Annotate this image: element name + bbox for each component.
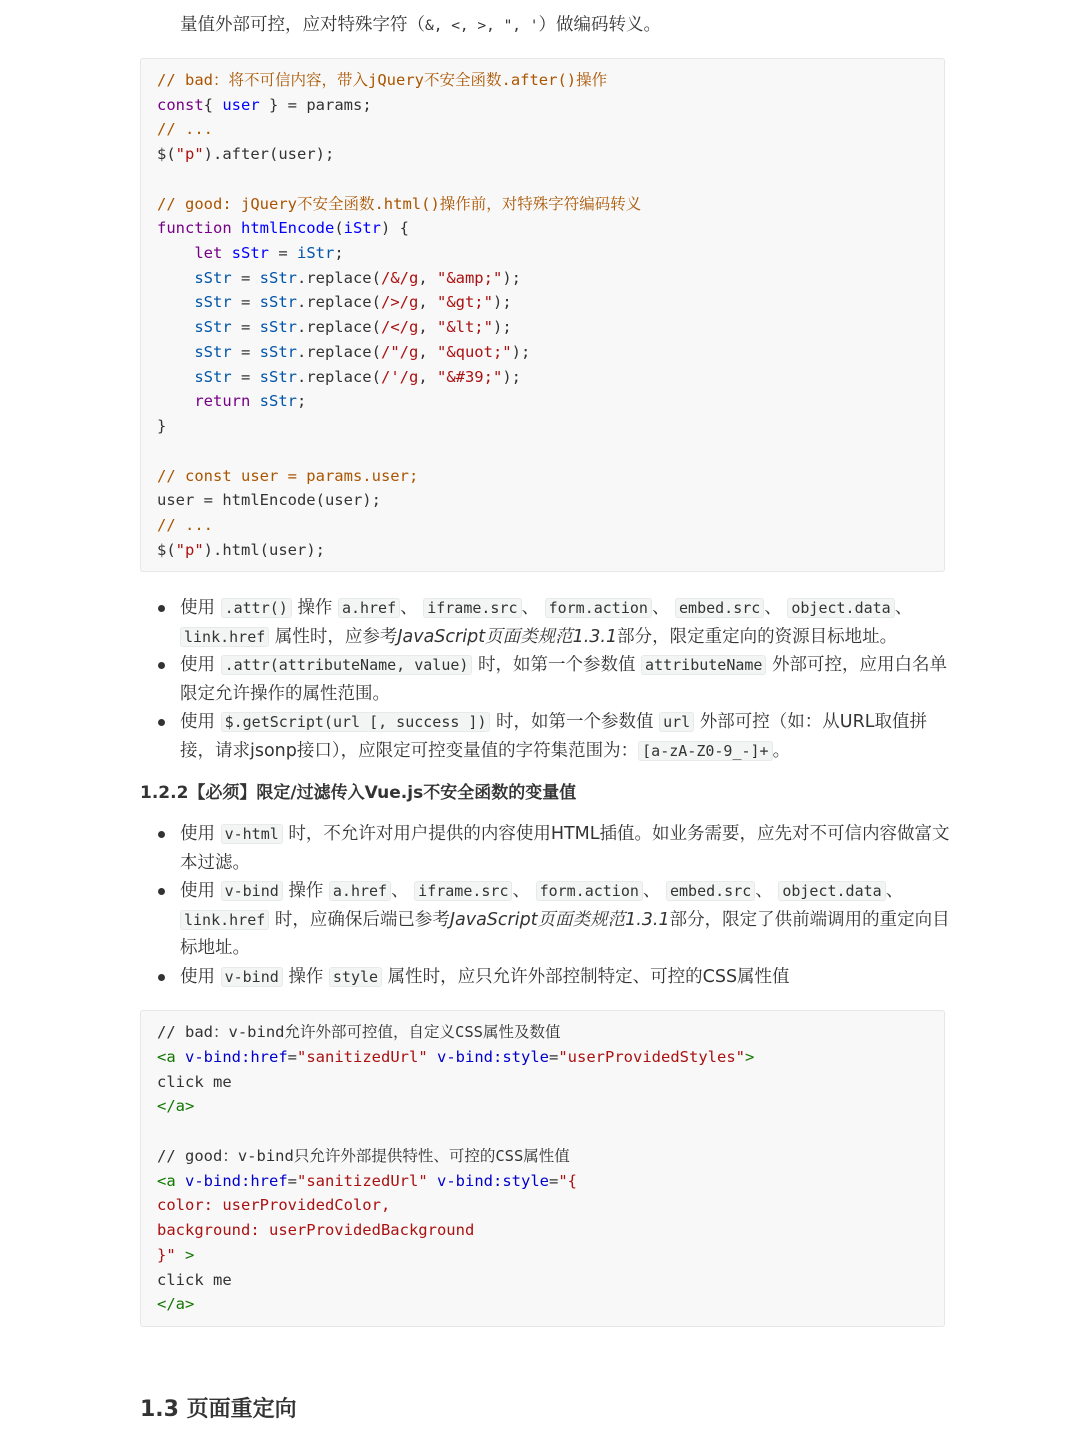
inline-code: iframe.src xyxy=(414,881,512,901)
code-token: sStr xyxy=(194,367,232,386)
list-text: 时，应确保后端已参考 xyxy=(269,909,450,930)
code-token: ( xyxy=(334,219,344,238)
code-token: "&gt;" xyxy=(436,293,493,312)
inline-code: $.getScript(url [, success ]) xyxy=(221,712,491,732)
code-line xyxy=(157,1020,928,1045)
list-text: 时，如第一个参数值 xyxy=(472,655,642,675)
code-line xyxy=(157,290,928,315)
code-token xyxy=(176,1246,185,1264)
code-line xyxy=(157,167,928,192)
jquery-code-block xyxy=(140,58,945,572)
code-token: = xyxy=(231,342,260,361)
code-token: "&#39;" xyxy=(436,367,503,386)
code-token: </a> xyxy=(157,1295,195,1314)
code-token: ).html(user); xyxy=(203,540,325,559)
code-token: sStr xyxy=(259,318,297,337)
code-token: "userProvidedStyles" xyxy=(558,1047,745,1066)
list-text: 外部可控，应用白名单限定允许操作的属性范围。 xyxy=(180,655,948,704)
list-text: 外部可控（如：从URL取值拼接，请求jsonp接口），应限定可控变量值的字符集范围为： xyxy=(180,712,927,761)
list-text: 属性时，应参考 xyxy=(269,626,398,647)
inline-code: attributeName xyxy=(641,655,766,675)
code-token: iStr xyxy=(343,219,381,238)
code-line xyxy=(157,93,928,118)
code-line xyxy=(157,1144,928,1169)
list-text: 操作 xyxy=(282,881,329,901)
code-token: ; xyxy=(297,392,307,411)
list-item xyxy=(140,963,950,992)
code-token: = xyxy=(549,1171,559,1190)
code-token: const xyxy=(157,95,204,114)
code-token: , xyxy=(418,293,437,312)
inline-code: v-bind xyxy=(221,881,283,901)
code-line xyxy=(157,1169,928,1194)
code-token: click me xyxy=(157,1270,232,1289)
list-text: 、 xyxy=(512,881,536,901)
list-text: 操作 xyxy=(282,966,329,987)
code-token: <a xyxy=(157,1047,176,1066)
code-token: $( xyxy=(157,540,176,559)
code-token: "&amp;" xyxy=(436,268,503,287)
inline-code: object.data xyxy=(778,881,885,901)
code-token xyxy=(157,244,194,262)
list-item xyxy=(140,708,950,765)
list-text: 、 xyxy=(755,881,779,901)
code-token xyxy=(428,1048,437,1066)
code-token: color: userProvidedColor, xyxy=(157,1196,391,1215)
list-text: 使用 xyxy=(180,655,221,675)
code-token: sStr xyxy=(259,392,297,411)
code-token: sStr xyxy=(194,293,232,312)
code-token: <a xyxy=(157,1171,176,1190)
special-chars-code: &, <, >, ", ' xyxy=(425,18,539,34)
section-heading-1-2-2: 1.2.2【必须】限定/过滤传入Vue.js不安全函数的变量值 xyxy=(140,783,577,803)
code-token: { xyxy=(203,95,223,114)
list-text: 、 xyxy=(885,881,904,901)
code-token xyxy=(157,293,194,311)
inline-code: a.href xyxy=(329,881,391,901)
code-line xyxy=(157,192,928,217)
list-text: 部分，限定了供前端调用的重定向目标地址。 xyxy=(180,909,950,958)
list-item xyxy=(140,877,950,963)
code-token: /'/g xyxy=(380,367,419,386)
code-token: sStr xyxy=(194,342,232,361)
code-token: v-bind:style xyxy=(437,1171,549,1190)
code-token: ).after(user); xyxy=(203,145,335,164)
list-text: 、 xyxy=(651,598,676,618)
code-token: }" xyxy=(157,1245,176,1264)
code-token: = xyxy=(287,1047,298,1066)
inline-code: iframe.src xyxy=(423,598,521,618)
code-token xyxy=(250,392,259,410)
code-line xyxy=(157,1070,928,1095)
code-token xyxy=(222,244,231,262)
code-token: sStr xyxy=(259,293,297,312)
list-text: 。 xyxy=(772,740,791,761)
code-line xyxy=(157,439,928,464)
code-token: = xyxy=(231,293,260,312)
inline-code: .attr(attributeName, value) xyxy=(221,655,473,675)
code-token: = xyxy=(231,367,260,386)
code-line xyxy=(157,1045,928,1070)
code-line xyxy=(157,266,928,291)
inline-code: a.href xyxy=(338,598,400,618)
code-token: ); xyxy=(502,268,521,287)
code-line xyxy=(157,1268,928,1293)
code-token: // ... xyxy=(157,515,213,534)
code-line xyxy=(157,414,928,439)
code-token: click me xyxy=(157,1072,232,1091)
code-token: } = params; xyxy=(259,95,372,114)
code-token: v-bind:href xyxy=(185,1171,288,1190)
code-token: "{ xyxy=(558,1171,578,1190)
inline-code: style xyxy=(329,967,382,987)
code-token: v-bind:href xyxy=(185,1047,288,1066)
code-token: .replace( xyxy=(296,342,381,361)
section-heading-1-3: 1.3 页面重定向 xyxy=(140,1397,297,1422)
list-item xyxy=(140,651,950,708)
code-line xyxy=(157,1292,928,1317)
list-text: 、 xyxy=(521,598,545,618)
code-token: </a> xyxy=(157,1097,195,1116)
code-line xyxy=(157,340,928,365)
list-text: 使用 xyxy=(180,824,221,844)
list-item xyxy=(140,820,950,877)
list-text: 使用 xyxy=(180,712,221,732)
inline-code: embed.src xyxy=(666,881,755,901)
code-line xyxy=(157,389,928,414)
code-line xyxy=(157,1243,928,1268)
inline-code: form.action xyxy=(545,598,652,618)
code-line xyxy=(157,1193,928,1218)
code-token: />/g xyxy=(380,293,419,312)
code-line xyxy=(157,488,928,513)
code-token: ) { xyxy=(380,219,409,238)
code-token: v-bind:style xyxy=(437,1047,549,1066)
code-token xyxy=(157,343,194,361)
code-token: $( xyxy=(157,145,176,164)
code-line xyxy=(157,216,928,241)
list-text: 时，如第一个参数值 xyxy=(490,712,660,732)
code-token: "sanitizedUrl" xyxy=(297,1047,428,1066)
code-token: return xyxy=(194,392,251,411)
code-line xyxy=(157,538,928,563)
jquery-bullet-list xyxy=(140,594,950,765)
list-text: 使用 xyxy=(180,881,221,901)
code-token: ); xyxy=(502,367,521,386)
code-token: = xyxy=(269,244,297,263)
inline-code: object.data xyxy=(787,598,894,618)
spec-reference: JavaScript页面类规范1.3.1 xyxy=(397,626,618,647)
code-token: = xyxy=(231,268,260,287)
code-token xyxy=(176,1172,185,1190)
code-token: "sanitizedUrl" xyxy=(297,1171,428,1190)
list-text: 操作 xyxy=(291,598,338,618)
code-line xyxy=(157,68,928,93)
code-token xyxy=(157,318,194,336)
code-token xyxy=(157,368,194,386)
code-line xyxy=(157,142,928,167)
code-line xyxy=(157,1119,928,1144)
intro-text-after: ）做编码转义。 xyxy=(538,15,661,35)
list-item xyxy=(140,594,950,651)
code-token: sStr xyxy=(259,342,297,361)
code-token: "&lt;" xyxy=(436,318,493,337)
inline-code: .attr() xyxy=(221,598,292,618)
code-token: user = htmlEncode(user); xyxy=(157,491,381,510)
code-token: // good：v-bind只允许外部提供特性、可控的CSS属性值 xyxy=(157,1146,570,1165)
code-token: .replace( xyxy=(296,318,381,337)
inline-code: embed.src xyxy=(675,598,764,618)
code-token: "&quot;" xyxy=(436,342,512,361)
vue-code-block xyxy=(140,1010,945,1327)
code-token: = xyxy=(231,318,260,337)
code-token: htmlEncode xyxy=(231,219,335,238)
code-token: "p" xyxy=(175,540,204,559)
code-line xyxy=(157,1094,928,1119)
list-text: 、 xyxy=(894,598,913,618)
inline-code: link.href xyxy=(180,627,269,647)
code-token xyxy=(157,269,194,287)
code-token: sStr xyxy=(231,244,269,263)
code-line xyxy=(157,241,928,266)
code-token: sStr xyxy=(194,318,232,337)
code-token xyxy=(176,1048,185,1066)
code-token: let xyxy=(194,244,223,263)
code-token: .replace( xyxy=(296,367,381,386)
vue-bullet-list xyxy=(140,820,950,991)
list-text: 、 xyxy=(764,598,788,618)
intro-line-tail xyxy=(180,12,661,39)
code-token: > xyxy=(185,1245,195,1264)
inline-code: v-bind xyxy=(221,967,283,987)
inline-code: v-html xyxy=(221,824,283,844)
code-token: , xyxy=(418,367,437,386)
code-token: } xyxy=(157,417,167,436)
code-token: = xyxy=(287,1171,298,1190)
code-line xyxy=(157,1218,928,1243)
list-text: 使用 xyxy=(180,966,221,987)
code-line xyxy=(157,315,928,340)
spec-reference: JavaScript页面类规范1.3.1 xyxy=(449,909,670,930)
code-token xyxy=(157,392,194,410)
code-token: .replace( xyxy=(296,268,381,287)
code-token: // bad：将不可信内容，带入jQuery不安全函数.after()操作 xyxy=(157,71,608,89)
code-token: // const user = params.user; xyxy=(157,466,419,485)
list-text: 属性时，应只允许外部控制特定、可控的CSS属性值 xyxy=(382,966,790,987)
code-token: // bad：v-bind允许外部可控值，自定义CSS属性及数值 xyxy=(157,1023,561,1041)
code-token: > xyxy=(744,1047,755,1066)
code-line xyxy=(157,365,928,390)
inline-code: form.action xyxy=(536,881,643,901)
list-text: 、 xyxy=(391,881,415,901)
code-token: .replace( xyxy=(296,293,381,312)
code-token: background: userProvidedBackground xyxy=(157,1221,475,1239)
list-text: 部分，限定重定向的资源目标地址。 xyxy=(617,626,898,647)
code-token: sStr xyxy=(259,268,297,287)
code-token: , xyxy=(418,268,437,287)
code-token: iStr xyxy=(297,244,335,263)
code-token: , xyxy=(418,342,437,361)
code-token: = xyxy=(549,1047,559,1066)
intro-text-before: 量值外部可控，应对特殊字符（ xyxy=(180,15,425,35)
code-token: , xyxy=(418,318,437,337)
code-token xyxy=(428,1172,437,1190)
code-token: "p" xyxy=(175,145,204,164)
code-line xyxy=(157,117,928,142)
inline-code: link.href xyxy=(180,910,269,930)
code-line xyxy=(157,513,928,538)
code-token: ; xyxy=(334,244,344,263)
inline-code: [a-zA-Z0-9_-]+ xyxy=(638,741,772,761)
code-token: user xyxy=(222,95,260,114)
code-token: /&/g xyxy=(380,268,419,287)
code-token: // ... xyxy=(157,120,213,139)
code-token: // good: jQuery不安全函数.html()操作前，对特殊字符编码转义 xyxy=(157,194,642,213)
list-text: 时，不允许对用户提供的内容使用HTML插值。如业务需要，应先对不可信内容做富文本过滤。 xyxy=(180,824,950,873)
code-token: sStr xyxy=(259,367,297,386)
code-token: ); xyxy=(492,318,512,337)
code-token: ); xyxy=(511,342,531,361)
inline-code: url xyxy=(659,712,694,732)
code-token: function xyxy=(157,219,232,238)
code-token: /</g xyxy=(380,318,419,337)
list-text: 使用 xyxy=(180,598,221,618)
code-token: ); xyxy=(492,293,512,312)
code-token: /"/g xyxy=(380,342,419,361)
list-text: 、 xyxy=(400,598,424,618)
code-line xyxy=(157,464,928,489)
code-token: sStr xyxy=(194,268,232,287)
list-text: 、 xyxy=(642,881,666,901)
